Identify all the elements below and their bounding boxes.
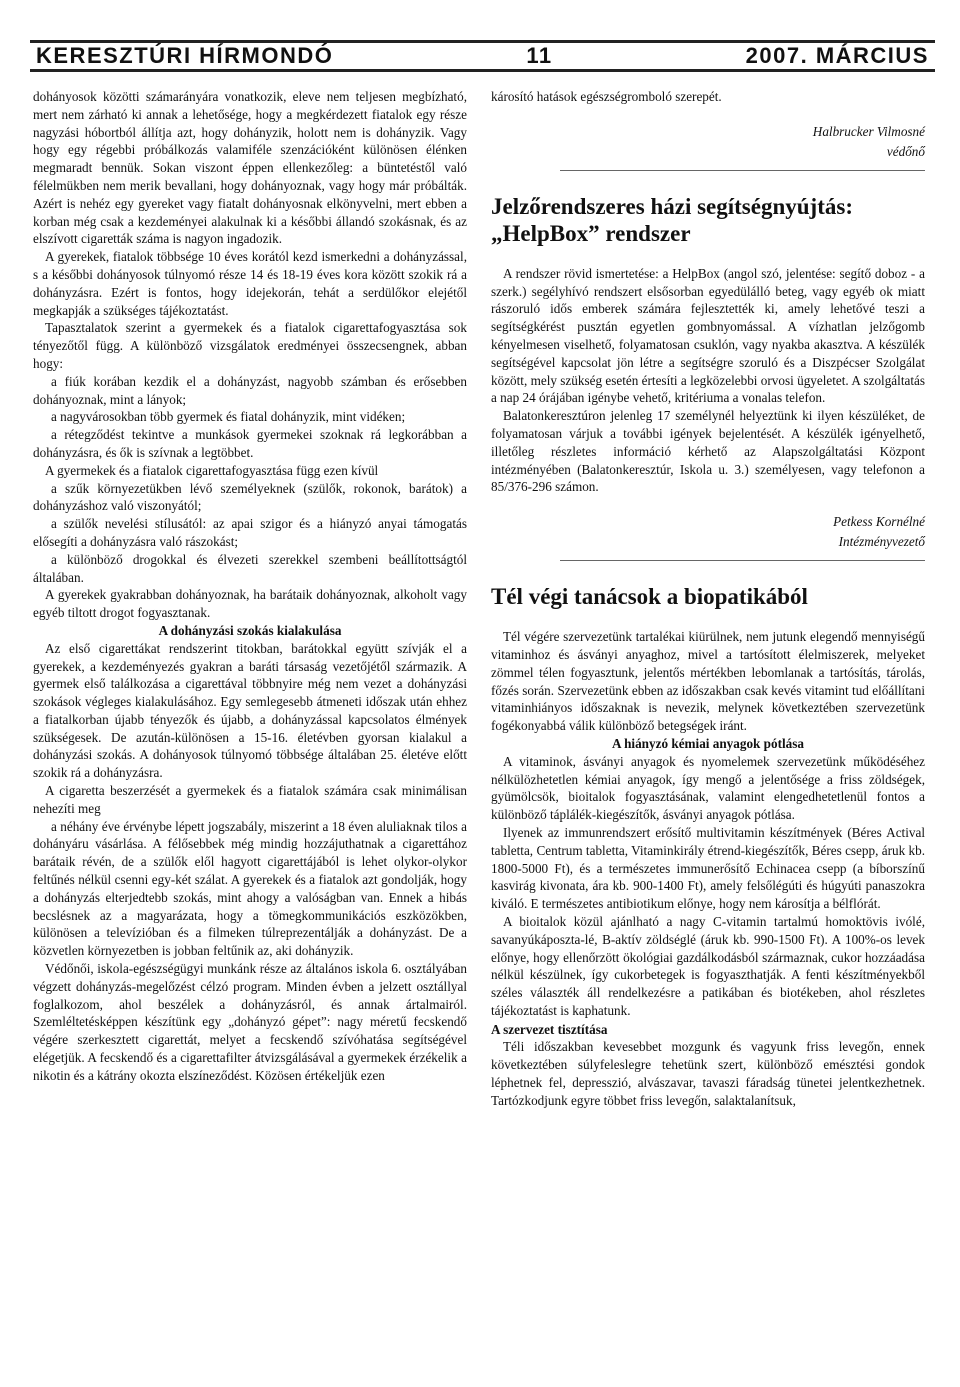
signature-block <box>491 512 925 552</box>
paragraph: Védőnői, iskola-egészségügyi munkánk része az általános iskola 6. osztályában végzett dohányzás-megelőzést célzó program. Minden évben a jelzett osztállyal foglalkozom, ahol beszélek a dohányzásról, és annak ártalmairól. Szemléltetésképpen készítünk egy „dohányzó gépet”: nagy méretű fecskendő végére szerkesztett cigarettát, melyet a fecskendő szívóhatása segítségével elégetjük. A fecskendő és a cigarettafilter átvizsgálásával a gyermekek érzékelik a nikotin és a kátrány okozta elszíneződést. Közösen értékeljük ezen <box>33 961 467 1083</box>
list-item: a különböző drogokkal és élvezeti szerekkel szembeni beállítottságtól általában. <box>33 551 467 585</box>
divider <box>560 170 925 171</box>
paragraph: károsító hatások egészségromboló szerepét. <box>491 89 722 104</box>
signature-block <box>491 122 925 162</box>
left-column <box>33 88 467 1085</box>
paragraph: A vitaminok, ásványi anyagok és nyomelemek szervezetünk működéséhez nélkülözhetetlen kémiai anyagok, így mengő a jelentősége a friss zöldségek, gyümölcsök, bioitalok fogyasztásának, valamint elengedhetetlenül fontos a különböző táplálék-kiegészítők, ásványi anyagok pótlása. <box>491 753 925 823</box>
paragraph: Balatonkeresztúron jelenleg 17 személynél helyeztünk ki ilyen készüléket, de folyamatosan várjuk a további igények bejelentését. A készülék igényelhető, illetőleg részletes információ kérhető az Alapszolgáltatási Központ intézményében (Balatonkeresztúr, Iskola u. 3.) személyesen, vagy telefonon a 85/376-296 számon. <box>491 408 925 495</box>
article-title: Jelzőrendszeres házi segítségnyújtás: „HelpBox” rendszer <box>491 193 853 246</box>
paragraph: Az első cigarettákat rendszerint titokban, barátokkal együtt szívják el a gyerekek, a kezdeményezés gyakran a baráti társaság vezetőjétől származik. A gyermek első találkozása a cigarettával többnyire még nem vezet a dohányzási szokások végleges kialakulásához. Egy semlegesebb átmeneti időszak után ehhez a fiatalkorban újabb tényezők és újabb, a dohányzással kapcsolatos élmények szükségesek. De azután-különösen a 15-16. életévben gyorsan kialakul a dohányzási szokás. A dohányosok túlnyomó többsége általában 25. életéve előtt szokik rá a dohányzásra. <box>33 640 467 781</box>
page-number: 11 <box>526 43 553 68</box>
paragraph: A gyerekek gyakrabban dohányoznak, ha barátaik dohányoznak, alkoholt vagy egyéb tiltott drogot fogyasztanak. <box>33 587 467 621</box>
list-item: a szűk környezetükben lévő személyeknek (szülők, rokonok, barátok) a dohányzáshoz való viszonyától; <box>33 480 467 514</box>
list-item: a rétegződést tekintve a munkások gyermekei szoknak rá legkorábban a dohányzásra, és ők is szívnak a legtöbbet. <box>33 427 467 460</box>
page-header <box>30 40 935 72</box>
right-column <box>491 88 925 1110</box>
paragraph: Ilyenek az immunrendszert erősítő multivitamin készítmények (Béres Actival tabletta, Centrum tabletta, Vitaminkirály étrend-kiegészítők, Béres csepp, áruk kb. 1800-5000 Ft), és a természetes immunerősítő Echinacea csepp (a bíborszínű kasvirág kivonata, ára kb. 900-1400 Ft), amely felsőlégúti és húgyúti panaszokra kiváló. E természetes antibiotikum előnye, hogy nem károsítja a bélflórát. <box>491 824 925 912</box>
paragraph: A rendszer rövid ismertetése: a HelpBox (angol szó, jelentése: segítő doboz - a szerk.) segélyhívó rendszert elsősorban egyedülálló beteg, vagy egyéb ok miatt rászoruló idős emberek számára fejlesztették ki, amely lehetővé teszi a segítségkérést pusztán egyetlen gombnyomással. A vízhatlan jelzőgomb kényelmesen viselhető, folyamatosan csuklón, vagy nyakba akasztva. A készülék segítségével kapcsolat jön létre a segítségre szoruló és a Diszpécser Szolgálat között, mely szükség esetén értesíti a legközelebbi orvosi ügyeletet. A szolgáltatás a nap 24 órájában igénybe vehető, kritériuma a vonalas telefon. <box>491 265 925 406</box>
paragraph: dohányosok közötti számarányára vonatkozik, eleve nem teljesen megbízható, mert nem zárható ki annak a lehetősége, hogy a megkérdezett fiatalok egy része nagyzási hóbortból állítja azt, hogy dohányzik, holott nem is dohányzik. Vagy hogy egy régebbi próbálkozás valamiféle szenzációként különösen élénken megmaradt bennük. Sokan viszont éppen ellenkezőleg: a büntetéstől való félelmükben nem merik bevallani, hogy dohányoznak, vagy hogy már próbálták. Azért is nehéz egy gyereket vagy fiatalt dohányosnak elkönyvelni, mert ebben a korban még csak a kezdeményei alakulnak ki a későbbi állandó szokásnak, és az elszívott cigaretták száma is nagyon ingadozik. <box>33 89 467 247</box>
paragraph: A gyerekek, fiatalok többsége 10 éves korától kezd ismerkedni a dohányzással, s a későbbi dohányosok túlnyomó része 14 és 18-19 éves kora között szokik rá a dohányzásra. Ezért is fontos, hogy idejekorán, tehát a serdülőkor elejétől megkapják a szükséges tájékoztatást. <box>33 249 467 318</box>
author-role: Intézményvezető <box>838 534 925 550</box>
author-name: Halbrucker Vilmosné <box>812 123 925 139</box>
section-subheading: A dohányzási szokás kialakulása <box>158 622 342 638</box>
list-item: a fiúk korában kezdik el a dohányzást, nagyobb számban és erősebben dohányoznak, mint a lányok; <box>33 373 467 407</box>
publication-title: KERESZTÚRI HÍRMONDÓ <box>36 43 334 68</box>
paragraph: Tapasztalatok szerint a gyermekek és a fiatalok cigarettafogyasztása sok tényezőtől függ. A különböző vizsgálatok eredményei összecsengnek, abban hogy: <box>33 320 467 371</box>
paragraph: a néhány éve érvénybe lépett jogszabály, miszerint a 18 éven aluliaknak tilos a dohányáru vásárlása. A félősebbek még mindig hozzájuthatnak a cigarettához barátaik révén, de a szülők elől hagyott cigarettájából is lehet olykor-olykor feltűnés nélkül csenni egy-két szálat. A gyerekek és a fiatalok azt gondolják, hogy a dohányzás elterjedtebb szokás, mint ahogy a valóságban van. Ennek a hibás becslésnek az a magyarázata, hogy a tömegkommunikációs eszközökben, különösen a televízióban és a filmeken túlreprezentálják a dohányzást. De a közvetlen környezetben is jobban feltűnik az, aki dohányzik. <box>33 818 467 959</box>
paragraph: A gyermekek és a fiatalok cigarettafogyasztása függ ezen kívül <box>45 462 379 478</box>
section-subheading: A szervezet tisztítása <box>491 1021 608 1037</box>
author-name: Petkess Kornélné <box>833 514 925 530</box>
divider <box>560 560 925 561</box>
list-item: a nagyvárosokban több gyermek és fiatal dohányzik, mint vidéken; <box>51 409 406 425</box>
list-item: a szülők nevelési stílusától: az apai szigor és a hiányzó anyai támogatás elősegíti a dohányzásra való rászokást; <box>33 516 467 549</box>
article-title: Tél végi tanácsok a biopatikából <box>491 584 808 610</box>
author-role: védőnő <box>886 143 925 159</box>
paragraph: Tél végére szervezetünk tartalékai kiürülnek, nem jutunk elegendő mennyiségű vitaminhoz és ásványi anyaghoz, mivel a tartósított élelmiszerek, melyeket zömmel télen fogyasztunk, jelentős mértékben lebomlanak a tartósítás, tárolás, főzés során. Szervezetünk ebben az időszakban csak kevés vitamint tud előállítani vitaminhiányos időszaknak is nevezik, melynek következtében szervezetünk fogékonyabbá válik különböző betegségek iránt. <box>491 629 925 734</box>
paragraph: A cigaretta beszerzését a gyermekek és a fiatalok számára csak minimálisan nehezíti meg <box>33 783 467 816</box>
paragraph: Téli időszakban kevesebbet mozgunk és vagyunk friss levegőn, ennek következtében súlyfeleslegre tehetünk szert, különböző emésztési gondok léphetnek fel, depresszió, alvászavar, tavaszi fáradság tünetei jelentkezhetnek. Tartózkodjunk egyre többet friss levegőn, salaktalanítsuk, <box>491 1039 925 1108</box>
paragraph: A bioitalok közül ajánlható a nagy C-vitamin tartalmú homoktövis ivólé, savanyúkáposzta-lé, B-aktív zöldséglé (áruk kb. 990-1500 Ft). A 100%-os levek előnye, hogy ellenőrzött ökológiai gazdálkodásból származnak, cukor hozzáadása nélkül készülnek, így cukorbetegek is fogyaszthatják. A fenti készítményekből széles választék áll rendelkezésre a patikában és biotékeben, ahol részletes tájékoztatást is kaphatunk. <box>491 913 925 1018</box>
section-subheading: A hiányzó kémiai anyagok pótlása <box>612 735 804 751</box>
issue-date: 2007. MÁRCIUS <box>745 43 929 68</box>
